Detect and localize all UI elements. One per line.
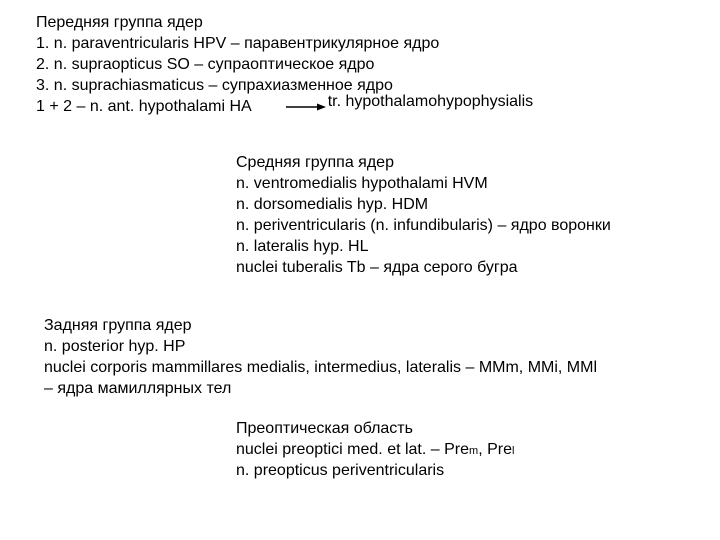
middle-line-2: n. dorsomedialis hyp. HDM: [236, 196, 429, 213]
subscript-l: l: [511, 445, 515, 457]
anterior-line-4-row: [36, 93, 534, 117]
preoptic-line-2: n. preopticus periventricularis: [236, 462, 445, 479]
preoptic-title: Преоптическая область: [236, 420, 413, 437]
anterior-group: [36, 12, 533, 117]
subscript-m: m: [469, 445, 479, 457]
middle-line-3: n. periventricularis (n. infundibularis) – ядро воронки: [236, 217, 611, 234]
arrow-right-icon: [286, 102, 326, 112]
posterior-group: [44, 315, 597, 399]
middle-line-1: n. ventromedialis hypothalami HVM: [236, 175, 488, 192]
arrow-target-label: tr. hypothalamohypophysialis: [327, 93, 534, 110]
middle-line-4: n. lateralis hyp. HL: [236, 238, 369, 255]
posterior-line-3: – ядра мамиллярных тел: [44, 380, 232, 397]
posterior-line-2: nuclei corporis mammillares medialis, intermedius, lateralis – MMm, MMi, MMl: [44, 359, 597, 376]
anterior-line-1: 1. n. paraventricularis HPV – паравентрикулярное ядро: [36, 35, 440, 52]
posterior-line-1: n. posterior hyp. HP: [44, 338, 186, 355]
preoptic-area: [236, 418, 514, 481]
middle-group: [236, 152, 611, 278]
middle-group-title: Средняя группа ядер: [236, 154, 394, 171]
middle-line-5: nuclei tuberalis Tb – ядра серого бугра: [236, 259, 518, 276]
anterior-line-4: 1 + 2 – n. ant. hypothalami HA: [36, 98, 252, 115]
preoptic-line-1: [236, 439, 514, 460]
preoptic-comma: , Pre: [478, 441, 512, 458]
anterior-line-3: 3. n. suprachiasmaticus – супрахиазменное ядро: [36, 77, 393, 94]
posterior-group-title: Задняя группа ядер: [44, 317, 192, 334]
anterior-group-title: Передняя группа ядер: [36, 14, 203, 31]
preoptic-line-1-main: nuclei preoptici med. et lat. – Pre: [236, 441, 470, 458]
anterior-line-2: 2. n. supraopticus SO – супраоптическое ядро: [36, 56, 375, 73]
